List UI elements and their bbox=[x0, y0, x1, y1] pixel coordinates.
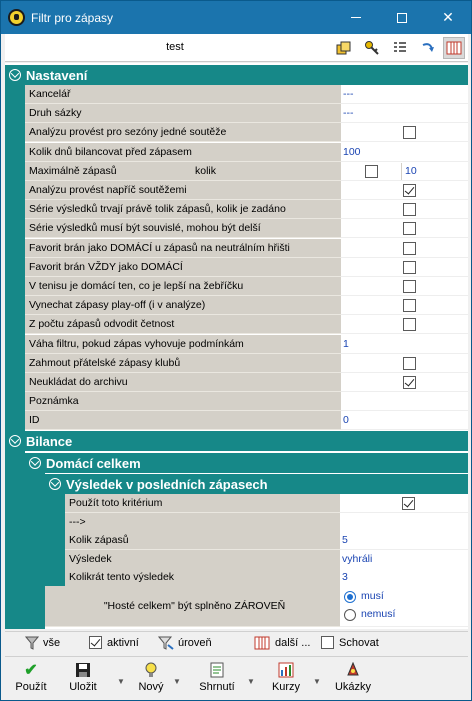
funnel-level-icon bbox=[158, 636, 174, 650]
property-label: Kolik dnů bilancovat před zápasem bbox=[25, 143, 341, 162]
property-value-text: 3 bbox=[342, 571, 348, 583]
property-row bbox=[25, 143, 468, 163]
property-checkbox[interactable] bbox=[403, 184, 416, 197]
property-value[interactable] bbox=[341, 392, 468, 411]
property-value[interactable] bbox=[341, 85, 468, 104]
property-value[interactable] bbox=[340, 568, 468, 587]
property-checkbox[interactable] bbox=[403, 222, 416, 235]
apply-button[interactable] bbox=[9, 661, 53, 693]
property-row bbox=[25, 239, 468, 259]
property-label: Kolik zápasů bbox=[65, 531, 340, 550]
property-row bbox=[25, 315, 468, 335]
property-checkbox[interactable] bbox=[403, 203, 416, 216]
property-row bbox=[25, 354, 468, 374]
property-row bbox=[65, 568, 468, 588]
filter-name: test bbox=[166, 41, 184, 53]
property-checkbox[interactable] bbox=[403, 318, 416, 331]
property-row bbox=[65, 513, 468, 533]
window-title: Filtr pro zápasy bbox=[31, 11, 114, 25]
property-label: Zahmout přátelské zápasy klubů bbox=[25, 354, 341, 373]
property-checkbox[interactable] bbox=[403, 126, 416, 139]
lightbulb-icon bbox=[141, 661, 161, 679]
more-button[interactable] bbox=[254, 636, 310, 650]
property-value-text: --- bbox=[343, 88, 354, 100]
property-value[interactable] bbox=[341, 219, 468, 238]
radio-nemusi[interactable] bbox=[344, 609, 356, 621]
property-row bbox=[25, 104, 468, 124]
more-label: další ... bbox=[275, 637, 311, 649]
property-label: Použít toto kritérium bbox=[65, 494, 340, 513]
property-value[interactable] bbox=[341, 354, 468, 373]
radio-nemusi-label: nemusí bbox=[361, 608, 396, 620]
active-checkbox[interactable] bbox=[89, 636, 102, 649]
active-toggle[interactable] bbox=[89, 636, 139, 649]
property-row bbox=[25, 373, 468, 393]
section-domaci-celkem[interactable] bbox=[25, 453, 468, 473]
property-value[interactable] bbox=[340, 494, 468, 513]
action-bar bbox=[5, 656, 468, 700]
maximize-icon bbox=[397, 13, 407, 23]
toolbar bbox=[5, 34, 468, 62]
section-bilance[interactable] bbox=[5, 431, 468, 451]
summary-button[interactable] bbox=[195, 661, 239, 693]
property-row bbox=[25, 411, 468, 431]
summary-label: Shrnutí bbox=[199, 681, 235, 693]
layers-icon[interactable] bbox=[333, 37, 355, 59]
section-nastaveni[interactable] bbox=[5, 65, 468, 85]
checklist-icon[interactable] bbox=[389, 37, 411, 59]
app-icon bbox=[8, 9, 25, 26]
property-value-text: 1 bbox=[343, 337, 349, 350]
save-dropdown-icon[interactable]: ▼ bbox=[117, 677, 125, 686]
property-label: Kolikrát tento výsledek bbox=[65, 568, 340, 587]
section-indent bbox=[25, 473, 45, 629]
checkmark-icon: ✔ bbox=[24, 662, 38, 679]
funnel-icon bbox=[25, 636, 39, 650]
property-row bbox=[25, 123, 468, 143]
property-row bbox=[25, 181, 468, 201]
section-indent bbox=[5, 451, 25, 629]
property-value-text: 5 bbox=[342, 534, 348, 546]
property-label: Kancelář bbox=[25, 85, 341, 104]
property-value[interactable] bbox=[341, 239, 468, 258]
collapse-icon[interactable] bbox=[9, 69, 21, 81]
redo-arrow-icon[interactable] bbox=[417, 37, 439, 59]
examples-label: Ukázky bbox=[334, 681, 372, 693]
close-button[interactable] bbox=[425, 1, 471, 34]
section-indent bbox=[5, 85, 25, 431]
property-value[interactable] bbox=[341, 104, 468, 123]
save-label: Uložit bbox=[69, 681, 97, 693]
radio-musi-label: musí bbox=[361, 590, 384, 602]
radio-musi[interactable] bbox=[344, 591, 356, 603]
property-value[interactable] bbox=[341, 296, 468, 315]
property-value[interactable] bbox=[341, 200, 468, 219]
property-label: ID bbox=[25, 411, 341, 430]
property-value-text: vyhráli bbox=[342, 552, 373, 565]
level-button[interactable] bbox=[158, 636, 212, 650]
property-label: Z počtu zápasů odvodit četnost bbox=[25, 315, 341, 334]
property-row bbox=[65, 531, 468, 551]
property-value[interactable] bbox=[341, 181, 468, 200]
minimize-icon bbox=[351, 17, 361, 18]
property-row bbox=[25, 335, 468, 355]
property-label: Poznámka bbox=[25, 392, 341, 411]
new-dropdown-icon[interactable]: ▼ bbox=[173, 677, 181, 686]
property-value[interactable] bbox=[341, 277, 468, 296]
level-label: úroveň bbox=[178, 637, 212, 649]
chart-icon bbox=[276, 661, 296, 679]
section-title: Nastavení bbox=[26, 67, 88, 83]
property-value[interactable] bbox=[341, 258, 468, 277]
property-label: Série výsledků trvají právě tolik zápasů, kolik je zadáno bbox=[25, 200, 341, 219]
section-title: Bilance bbox=[26, 433, 73, 449]
summary-dropdown-icon[interactable]: ▼ bbox=[247, 677, 255, 686]
property-value[interactable] bbox=[195, 162, 468, 181]
property-value-text: 100 bbox=[343, 145, 361, 158]
property-label: Výsledek bbox=[65, 550, 340, 569]
property-checkbox[interactable] bbox=[365, 165, 378, 178]
property-label: Favorit brán VŽDY jako DOMÁCÍ bbox=[25, 258, 341, 277]
property-checkbox[interactable] bbox=[403, 357, 416, 370]
section-vysledek[interactable] bbox=[45, 474, 468, 494]
property-value[interactable] bbox=[341, 335, 468, 354]
floppy-icon bbox=[73, 661, 93, 679]
property-value[interactable] bbox=[340, 531, 468, 550]
apply-label: Použít bbox=[15, 681, 47, 693]
collapse-icon[interactable] bbox=[49, 478, 61, 490]
maximize-button[interactable] bbox=[379, 1, 425, 34]
property-checkbox[interactable] bbox=[403, 376, 416, 389]
property-label: ---> bbox=[65, 513, 340, 532]
property-grid bbox=[5, 63, 468, 629]
property-value-text: --- bbox=[343, 107, 354, 120]
key-icon[interactable] bbox=[361, 37, 383, 59]
new-label: Nový bbox=[138, 681, 164, 693]
property-label: Váha filtru, pokud zápas vyhovuje podmínkám bbox=[25, 335, 341, 354]
property-row bbox=[25, 392, 468, 412]
title-bar bbox=[1, 1, 471, 34]
property-label: Neukládat do archivu bbox=[25, 373, 341, 392]
property-value[interactable] bbox=[340, 550, 468, 569]
odds-button[interactable] bbox=[264, 661, 308, 693]
all-button[interactable] bbox=[25, 636, 60, 650]
hoste-row bbox=[45, 586, 468, 628]
property-mid-label: kolik bbox=[195, 164, 217, 177]
hide-checkbox[interactable] bbox=[321, 636, 334, 649]
property-row bbox=[25, 258, 468, 278]
property-row bbox=[25, 296, 468, 316]
active-label: aktivní bbox=[107, 636, 139, 649]
hide-toggle[interactable] bbox=[321, 636, 379, 649]
close-icon: ✕ bbox=[442, 9, 454, 25]
collapse-icon[interactable] bbox=[9, 435, 21, 447]
wizard-icon bbox=[343, 661, 363, 679]
section-title: Výsledek v posledních zápasech bbox=[66, 476, 268, 492]
property-label: Maximálně zápasů bbox=[25, 162, 341, 181]
property-label: Série výsledků musí být souvislé, mohou být delší bbox=[25, 219, 341, 238]
property-label: Favorit brán jako DOMÁCÍ u zápasů na neutrálním hřišti bbox=[25, 239, 341, 258]
property-row bbox=[25, 162, 468, 182]
section-indent bbox=[45, 494, 65, 594]
property-value[interactable] bbox=[341, 143, 468, 162]
property-checkbox[interactable] bbox=[403, 299, 416, 312]
property-value[interactable] bbox=[341, 373, 468, 392]
property-checkbox[interactable] bbox=[403, 261, 416, 274]
property-value[interactable] bbox=[341, 315, 468, 334]
property-checkbox[interactable] bbox=[402, 497, 415, 510]
all-label: vše bbox=[43, 637, 61, 649]
columns-icon[interactable] bbox=[443, 37, 465, 59]
odds-dropdown-icon[interactable]: ▼ bbox=[313, 677, 321, 686]
property-checkbox[interactable] bbox=[403, 280, 416, 293]
hoste-options bbox=[340, 586, 468, 627]
property-row bbox=[25, 85, 468, 105]
property-label: Vynechat zápasy play-off (i v analýze) bbox=[25, 296, 341, 315]
property-label: Druh sázky bbox=[25, 104, 341, 123]
columns-icon bbox=[254, 636, 270, 650]
property-value-text: 10 bbox=[405, 164, 417, 177]
hide-label: Schovat bbox=[339, 636, 379, 649]
hoste-label: "Hosté celkem" být splněno ZÁROVEŇ bbox=[45, 586, 340, 627]
examples-button[interactable] bbox=[331, 661, 375, 693]
section-title: Domácí celkem bbox=[46, 455, 141, 471]
property-row bbox=[25, 219, 468, 239]
property-row bbox=[25, 200, 468, 220]
property-value[interactable] bbox=[340, 513, 468, 532]
odds-label: Kurzy bbox=[271, 681, 301, 693]
property-label: V tenisu je domácí ten, co je lepší na žebříčku bbox=[25, 277, 341, 296]
collapse-icon[interactable] bbox=[29, 457, 41, 469]
property-label: Analýzu provést napříč soutěžemi bbox=[25, 181, 341, 200]
property-value-text: 0 bbox=[343, 414, 349, 427]
property-value[interactable] bbox=[341, 411, 468, 430]
new-button[interactable] bbox=[129, 661, 173, 693]
property-label: Analýzu provést pro sezóny jedné soutěže bbox=[25, 123, 341, 142]
minimize-button[interactable] bbox=[333, 1, 379, 34]
property-row bbox=[25, 277, 468, 297]
property-value[interactable] bbox=[341, 123, 468, 142]
property-checkbox[interactable] bbox=[403, 242, 416, 255]
report-icon bbox=[207, 661, 227, 679]
property-row bbox=[65, 550, 468, 570]
value-divider bbox=[401, 163, 402, 180]
save-button[interactable] bbox=[61, 661, 105, 693]
filter-bar bbox=[5, 631, 468, 654]
property-row bbox=[65, 494, 468, 514]
